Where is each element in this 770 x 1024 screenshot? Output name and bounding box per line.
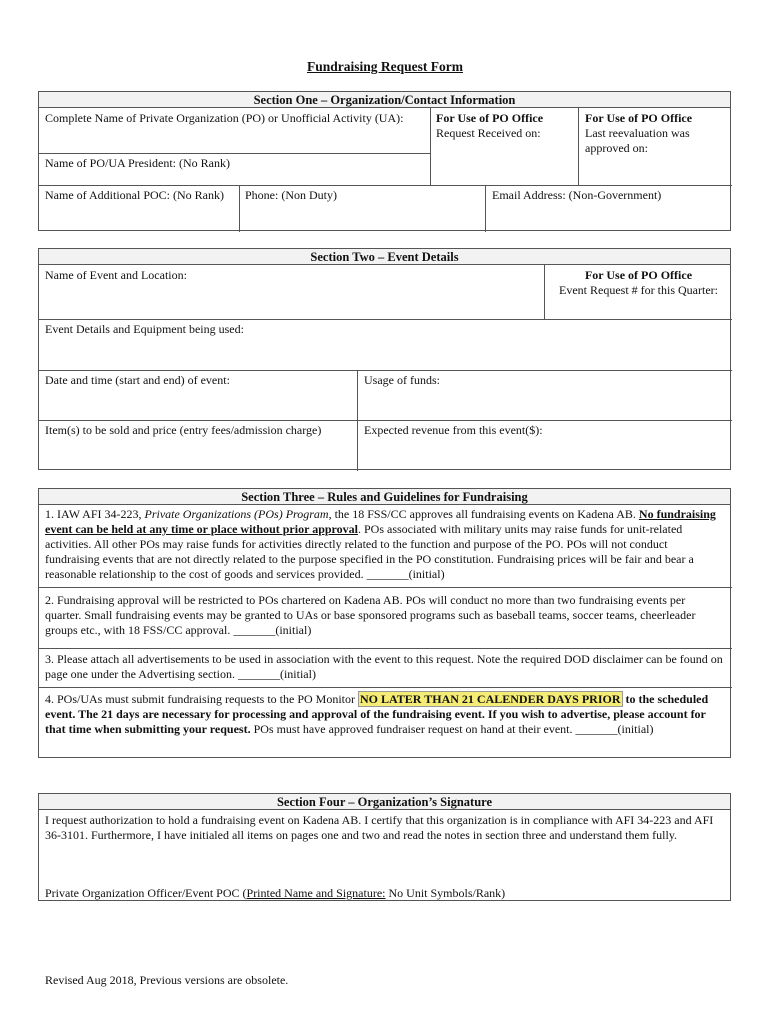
section-four-heading: Section Four – Organization’s Signature: [39, 794, 730, 810]
section-one: [38, 91, 731, 231]
signature-line[interactable]: Private Organization Officer/Event POC (Printed Name and Signature: No Unit Symbols/Rank): [45, 886, 506, 900]
po-office-event-request: [545, 265, 732, 319]
org-name-label: Complete Name of Private Organization (PO) or Unofficial Activity (UA):: [45, 111, 404, 125]
event-request-label: Event Request # for this Quarter:: [559, 283, 718, 297]
po-office-reevaluation: [579, 108, 732, 185]
po-office-heading: For Use of PO Office: [436, 111, 544, 125]
form-title: Fundraising Request Form: [306, 59, 463, 74]
president-field[interactable]: [39, 153, 430, 185]
items-price-field[interactable]: [39, 420, 357, 471]
email-field[interactable]: [486, 185, 732, 232]
reevaluation-label: Last reevaluation was approved on:: [585, 126, 690, 155]
usage-of-funds-field[interactable]: [358, 370, 732, 420]
event-details-label: Event Details and Equipment being used:: [45, 322, 244, 336]
event-name-label: Name of Event and Location:: [45, 268, 187, 282]
items-price-label: Item(s) to be sold and price (entry fees/admission charge): [45, 423, 322, 437]
section-three: [38, 488, 731, 758]
usage-of-funds-label: Usage of funds:: [364, 373, 440, 387]
date-time-field[interactable]: [39, 370, 357, 420]
po-office-heading: For Use of PO Office: [584, 268, 693, 282]
additional-poc-field[interactable]: [39, 185, 239, 232]
email-label: Email Address: (Non-Government): [492, 188, 662, 202]
rule-1-emphasis: No fundraising event can be held at any time or place without prior approval: [45, 507, 716, 536]
rule-1: 1. IAW AFI 34-223, Private Organizations (POs) Program, the 18 FSS/CC approves all fundraising events on Kadena AB. No fundraising event can be held at any time or place without prior approval. POs associated with military units may raise funds for unit-related activities. All other POs may raise funds for activities directly related to the function and purpose of the PO. POs will not conduct fundraising events that are not directly related to the purpose specified in the PO constitution. Fundraising prices will be fair and bear a reasonable relationship to the cost of goods and services provided. _______(initial): [45, 507, 716, 581]
po-office-heading: For Use of PO Office: [585, 111, 693, 125]
certification-statement: I request authorization to hold a fundraising event on Kadena AB. I certify that this organization is in compliance with AFI 34-223 and AFI 36-3101. Furthermore, I have initialed all items on pages one and two and read the notes in section three and understand them fully.: [45, 813, 714, 842]
revision-note: Revised Aug 2018, Previous versions are obsolete.: [45, 973, 289, 987]
rule-3: 3. Please attach all advertisements to be used in association with the event to this request. Note the required DOD disclaimer can be found on page one under the Advertising section. _______(initial): [45, 652, 723, 681]
po-office-received: [430, 108, 578, 185]
deadline-highlight: NO LATER THAN 21 CALENDER DAYS PRIOR: [360, 692, 621, 706]
section-two-heading: Section Two – Event Details: [39, 249, 730, 265]
section-three-heading: Section Three – Rules and Guidelines for Fundraising: [39, 489, 730, 505]
rule-2: 2. Fundraising approval will be restricted to POs chartered on Kadena AB. POs will conduct no more than two fundraising events per quarter. Small fundraising events may be granted to UAs or base sponsored programs such as baseball teams, soccer teams, cheerleader groups etc., with 18 FSS/CC approval. _______(initial): [45, 593, 696, 637]
president-label: Name of PO/UA President: (No Rank): [45, 156, 230, 170]
expected-revenue-field[interactable]: [358, 420, 732, 471]
section-one-heading: Section One – Organization/Contact Information: [39, 92, 730, 108]
event-name-field[interactable]: [39, 265, 544, 319]
event-details-field[interactable]: [39, 319, 732, 370]
expected-revenue-label: Expected revenue from this event($):: [364, 423, 543, 437]
request-received-label: Request Received on:: [436, 126, 541, 140]
date-time-label: Date and time (start and end) of event:: [45, 373, 230, 387]
section-two: [38, 248, 731, 470]
phone-label: Phone: (Non Duty): [245, 188, 337, 202]
org-name-field[interactable]: [39, 108, 430, 153]
additional-poc-label: Name of Additional POC: (No Rank): [45, 188, 224, 202]
phone-field[interactable]: [239, 185, 485, 232]
section-four: [38, 793, 731, 901]
rule-4: 4. POs/UAs must submit fundraising requests to the PO Monitor NO LATER THAN 21 CALENDER DAYS PRIOR to the scheduled event. The 21 days are necessary for processing and approval of the fundraising event. If you wish to advertise, please account for that time when submitting your request. POs must have approved fundraiser request on hand at their event. _______(initial): [45, 692, 709, 736]
signature-instruction: Printed Name and Signature:: [246, 886, 386, 900]
